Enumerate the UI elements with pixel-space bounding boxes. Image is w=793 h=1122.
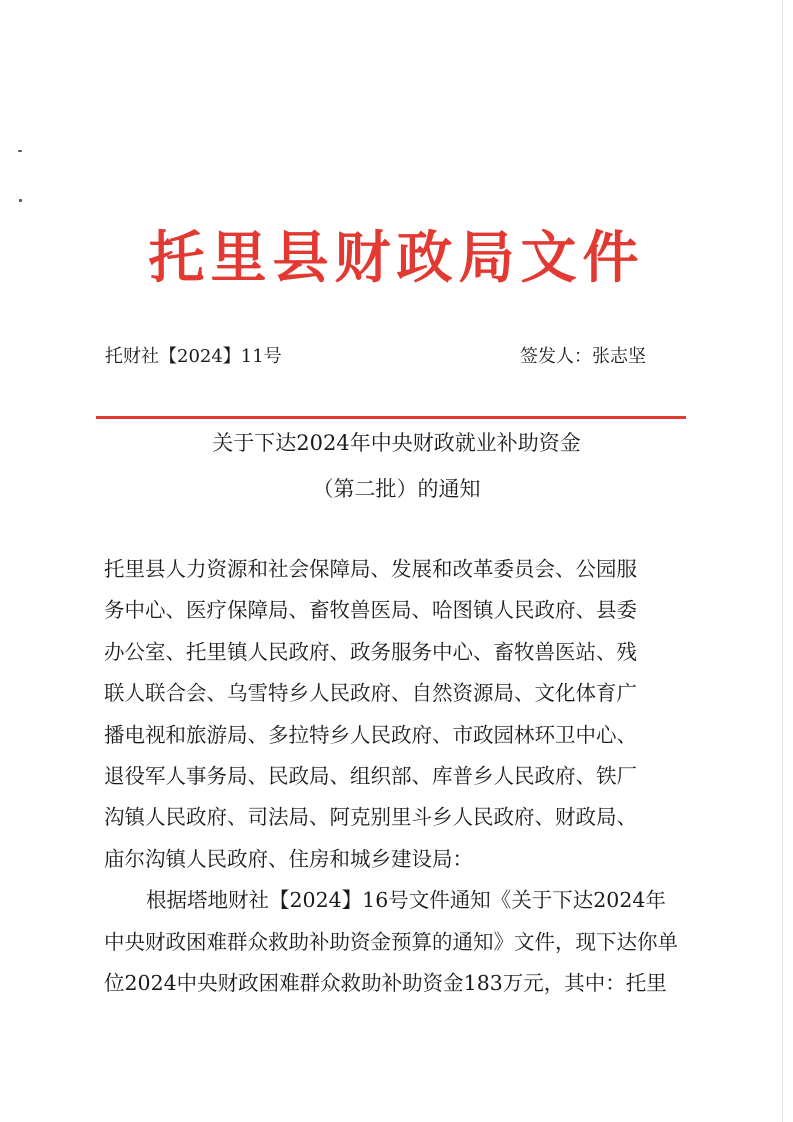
addressee-line: 播电视和旅游局、多拉特乡人民政府、市政园林环卫中心、 bbox=[104, 723, 637, 747]
body-paragraph-line: 根据塔地财社【2024】16号文件通知《关于下达2024年 bbox=[146, 888, 666, 912]
addressee-line: 沟镇人民政府、司法局、阿克别里斗乡人民政府、财政局、 bbox=[104, 805, 637, 829]
document-number: 托财社【2024】11号 bbox=[105, 346, 282, 367]
body-paragraph-line: 中央财政困难群众救助补助资金预算的通知》文件，现下达你单 bbox=[104, 930, 678, 954]
addressee-line: 庙尔沟镇人民政府、住房和城乡建设局： bbox=[104, 847, 473, 871]
subject-title-line-2: （第二批）的通知 bbox=[312, 477, 481, 501]
addressee-line: 办公室、托里镇人民政府、政务服务中心、畜牧兽医站、残 bbox=[104, 640, 637, 664]
body-paragraph-line: 位2024中央财政困难群众救助补助资金183万元，其中：托里 bbox=[104, 971, 667, 995]
scan-speck bbox=[19, 199, 22, 202]
red-divider-line bbox=[96, 416, 686, 419]
addressee-line: 务中心、医疗保障局、畜牧兽医局、哈图镇人民政府、县委 bbox=[104, 598, 637, 622]
issuer-signature: 签发人：张志坚 bbox=[520, 346, 646, 367]
addressee-line: 托里县人力资源和社会保障局、发展和改革委员会、公园服 bbox=[104, 557, 637, 581]
addressee-line: 联人联合会、乌雪特乡人民政府、自然资源局、文化体育广 bbox=[104, 681, 637, 705]
scan-speck bbox=[18, 150, 22, 152]
subject-title-line-1: 关于下达2024年中央财政就业补助资金 bbox=[212, 431, 581, 455]
addressee-line: 退役军人事务局、民政局、组织部、库普乡人民政府、铁厂 bbox=[104, 764, 637, 788]
page-edge bbox=[782, 0, 783, 1122]
document-header-title: 托里县财政局文件 bbox=[148, 225, 645, 291]
